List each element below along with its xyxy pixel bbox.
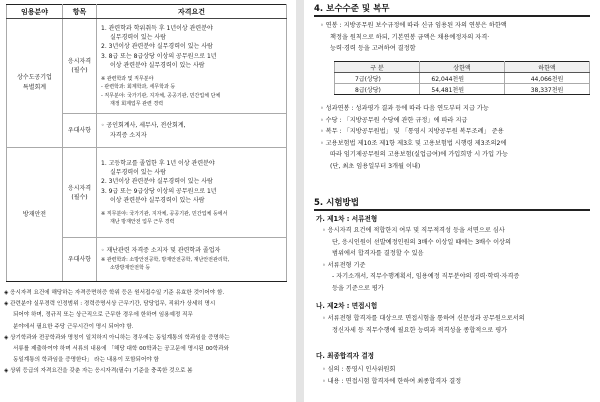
table-header-row [335, 62, 590, 73]
note-item: ◈ 관련분야 실무경력 인정범위 : 경력증명서상 근무기간, 담당업무, 직위가 상세히 명시 [4, 301, 216, 308]
service-items: ◦ 성과연봉 : 성과평가 결과 등에 따라 다음 연도부터 지급 가능 ◦ 수당 : 「지방공무원 수당에 관한 규정」에 따라 지급 ◦ 복무 : 「지방공무원법」 및 「통영시 지방공무원 복무조례」 준용 ◦ 고용보험법 제10조 제1항 제3호 및 고용보험법 시행령 제3조의2에 따라 임기제공무원의 고용보험(실업급여)에 가입희망 시 가입 가능 (단, 최초 임용일부터 3개월 이내) [320, 105, 509, 170]
preferred-type-cell: 우대사항 [63, 114, 97, 148]
step1-body: ◦ 응시자격 요건에 적합한지 여부 및 직무적격성 등을 서면으로 심사 단, 응시인원이 선발예정인원의 3배수 이상일 때에는 3배수 이상의 범위에서 합격자를 결정할 수 있음 ◦ 서류전형 기준 - 자기소개서, 직무수행계획서, 임용예정 직무분야의 경력·학력·자격증 등을 기준으로 평가 [322, 227, 520, 292]
category-cell: 방재안전 [7, 148, 63, 282]
note-item: 되어야 하며, 정규직 또는 상근직으로 근무한 경우에 한하여 임용예정 직무 [13, 312, 193, 319]
salary-description: ◦ 연봉 : 지방공무원 보수규정에 따라 신규 임용된 자의 연봉은 하한액 책정을 원칙으로 하되, 기본연봉 금액은 채용예정자의 자격· 능력·경력 등을 고려하여 결정함 [320, 22, 507, 52]
note-item: ◈ 상위 등급의 자격요건을 갖춘 자는 응시자격(필수) 기준을 충족한 것으로 봄 [4, 368, 193, 375]
section-divider [314, 209, 590, 211]
step2-body: ◦ 서류전형 합격자를 대상으로 면접시험을 통하여 신문성과 공무원으로서의 정신자세 등 직무수행에 필요한 능력과 적격성을 종합적으로 평가 [322, 315, 525, 334]
note-item: 분야에서 필요한 주당 근무시간이 명시 되어야 함. [13, 323, 134, 330]
qualification-table [6, 4, 287, 282]
header-lower: 하한액 [505, 62, 590, 73]
note-item: 동일계통의 학과임을 증명한다」 라는 내용이 포함되어야 함 [13, 357, 159, 364]
table-row: 8급(상당) 54,481천원 38,337천원 [335, 84, 590, 95]
requirements-cell: 1. 관련학과 학위취득 후 1년이상 관련분야 실무경력이 있는 사람 2. 3년이상 관련분야 실무경력이 있는 사람 3. 8급 또는 8급상당 이상의 공무원으로 1년 이상 관련분야 실무경력이 있는 사람 ※ 관련학과 및 직무분야 - 관련학과: 회계학과, 세무학과 등 - 직무분야: 국가기관, 지자체, 공공기관, 민간업체 단체 재정 회계업무 관련 경력 [97, 19, 287, 114]
header-upper: 상한액 [420, 62, 505, 73]
category-cell: 상수도공기업 특별회계 [7, 19, 63, 148]
table-header-row [7, 5, 287, 19]
right-page [304, 0, 600, 402]
header-grade: 구 분 [335, 62, 420, 73]
section-divider [314, 15, 590, 17]
note-item: ◈ 응시자격 요건에 해당하는 자격증면허증 학위 등은 원서접수일 기준 유효한 것이어야 함. [4, 290, 225, 296]
step3-body: ◦ 심의 : 통영시 인사위원회 ◦ 내용 : 면접시험 합격자에 한하여 최종합격자 결정 [322, 366, 462, 385]
table-row: 7급(상당) 62,044천원 44,066천원 [335, 73, 590, 84]
table-row [7, 148, 287, 238]
preferred-cell: ◦ 공인회계사, 세무사, 전산회계, 자격증 소지자 [97, 114, 287, 148]
header-item: 항목 [63, 5, 97, 19]
notes [4, 288, 292, 378]
header-category: 임용분야 [7, 5, 63, 19]
header-requirements: 자격요건 [97, 5, 287, 19]
salary-table [334, 61, 590, 95]
preferred-type-cell: 우대사항 [63, 238, 97, 282]
section-4-title: 4. 보수수준 및 복무 [314, 4, 390, 14]
step1-title: 가. 제1차 : 서류전형 [316, 215, 378, 223]
section-5-title: 5. 시험방법 [314, 198, 359, 208]
preferred-cell: ◦ 재난관련 자격증 소지자 및 관련학과 졸업자 ※ 관련학과: 소방안전공학, 방재안전공학, 재난안전관리학, 소방방재안전학 등 [97, 238, 287, 282]
note-item: ◈ 상기학과와 전공학과와 명칭이 일치하지 아니하는 경우에는 동일계통의 학과임을 증명하는 [4, 334, 230, 341]
step3-title: 다. 최종합격자 결정 [316, 352, 375, 360]
requirements-cell: 1. 고등학교를 졸업한 후 1년 이상 관련분야 실무경력이 있는 사람 2. 3년이상 관련분야 실무경력이 있는 사람 3. 9급 또는 9급상당 이상의 공무원으로 1년 이상 관련분야 실무경력이 있는 사람 ※ 직무분야: 국가기관, 지자체, 공공기관, 민간업체 등에서 재난 방재안전 업무 근무 경력 [97, 148, 287, 238]
requirement-type-cell: 응시자격 (필수) [63, 19, 97, 114]
step2-title: 나. 제2차 : 면접시험 [316, 302, 378, 310]
requirement-type-cell: 응시자격 (필수) [63, 148, 97, 238]
table-row [7, 19, 287, 114]
note-item: 서류를 제출하여야 하며 서류의 내용에 「해당 대학 00학과는 공고문에 명시된 00학과와 [13, 346, 229, 353]
left-page [0, 0, 296, 402]
